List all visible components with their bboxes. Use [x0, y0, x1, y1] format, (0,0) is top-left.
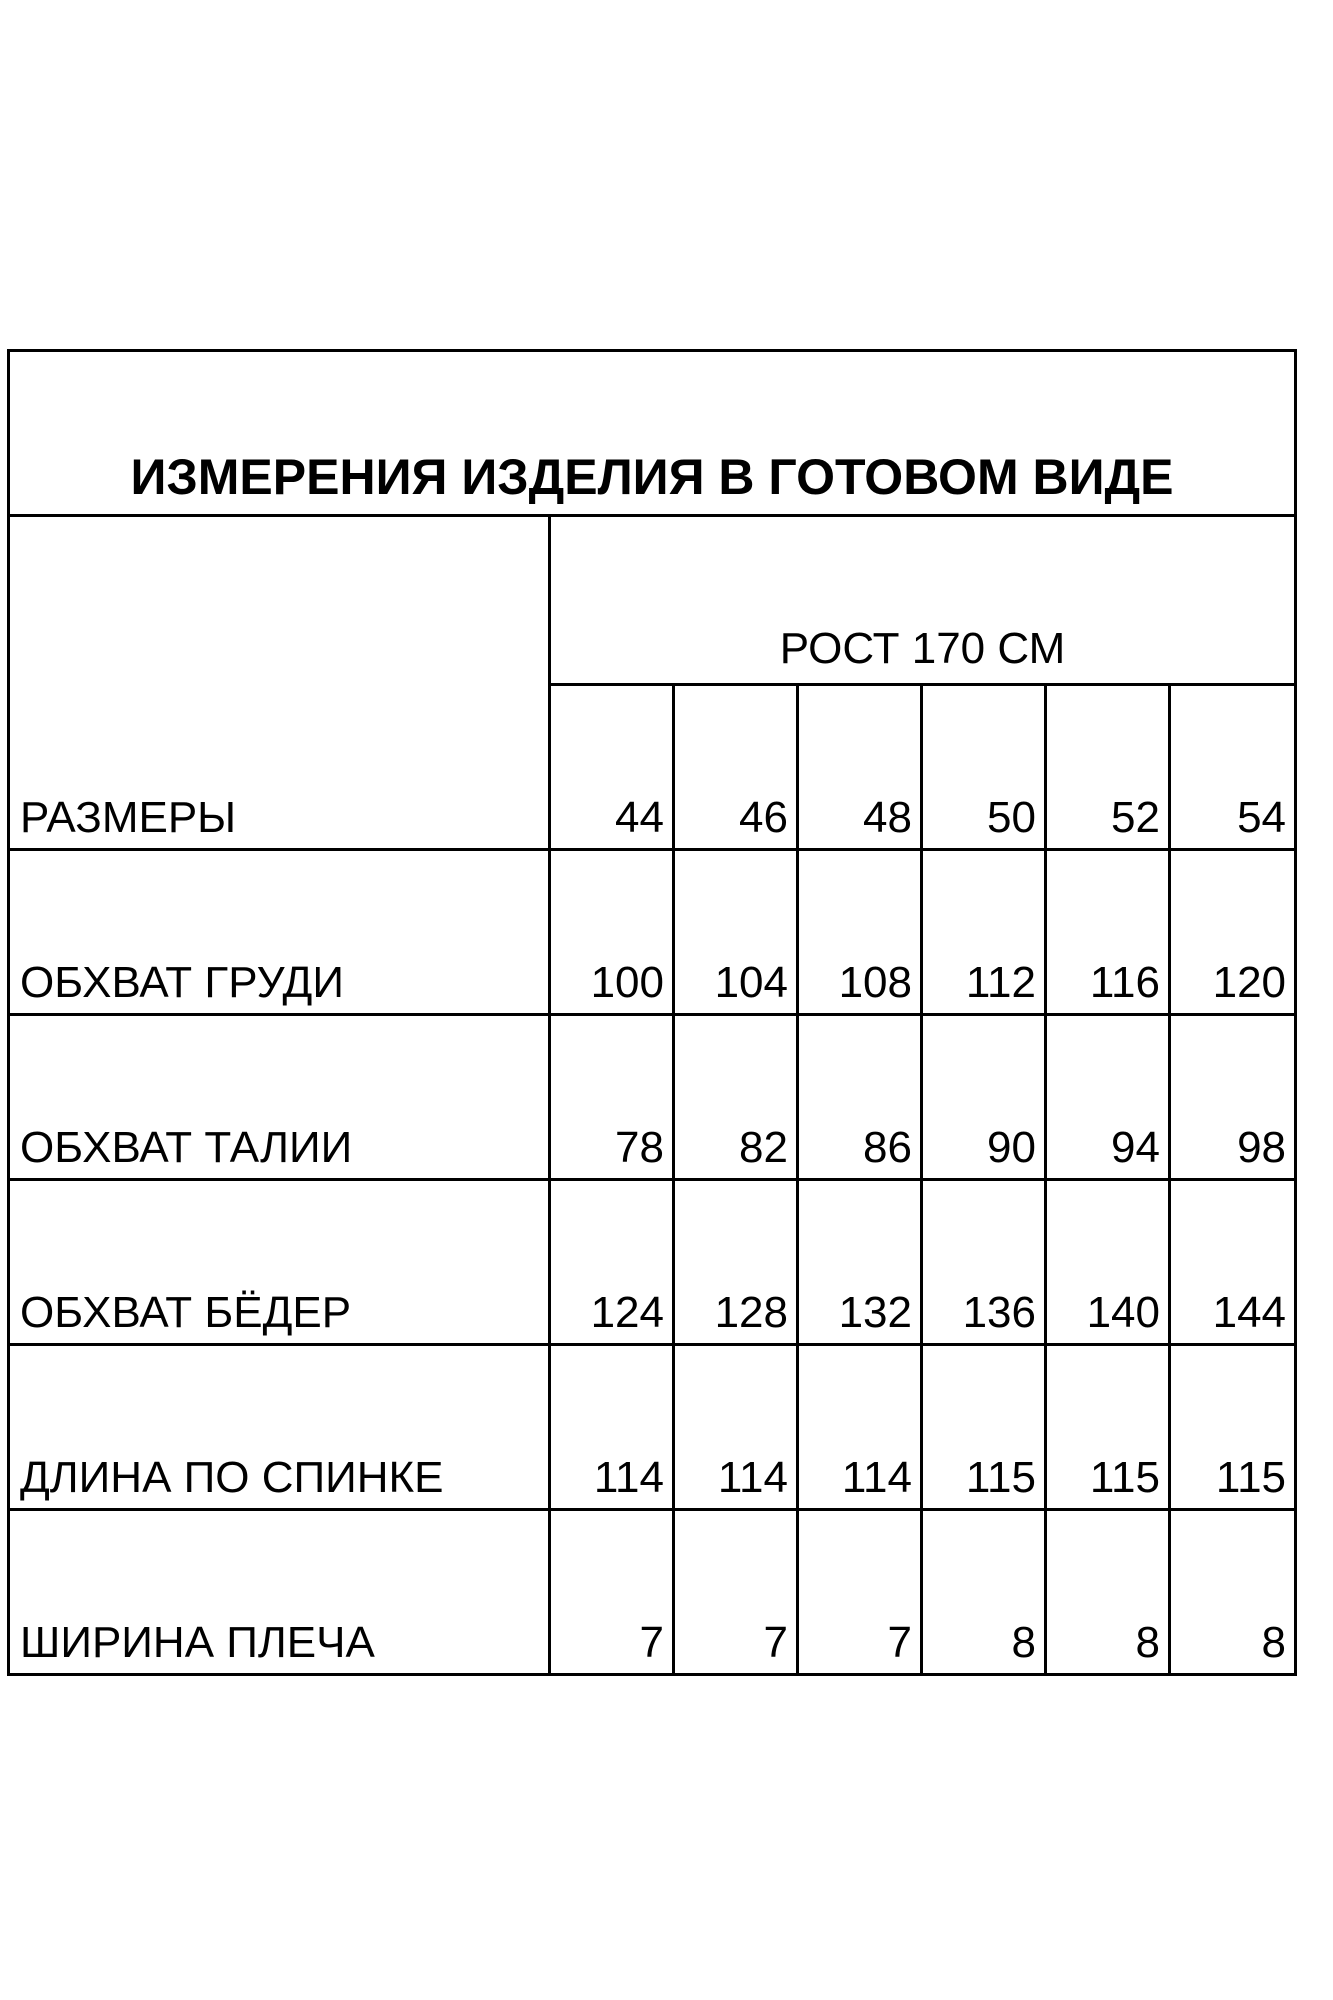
value-cell: 8 [922, 1510, 1046, 1675]
value-cell: 114 [674, 1345, 798, 1510]
size-cell: 44 [550, 685, 674, 850]
sizes-label: РАЗМЕРЫ [9, 516, 550, 850]
value-cell: 114 [550, 1345, 674, 1510]
size-cell: 50 [922, 685, 1046, 850]
size-cell: 48 [798, 685, 922, 850]
value-cell: 120 [1170, 850, 1296, 1015]
size-cell: 54 [1170, 685, 1296, 850]
value-cell: 124 [550, 1180, 674, 1345]
row-label: ШИРИНА ПЛЕЧА [9, 1510, 550, 1675]
value-cell: 115 [922, 1345, 1046, 1510]
table-title: ИЗМЕРЕНИЯ ИЗДЕЛИЯ В ГОТОВОМ ВИДЕ [9, 351, 1296, 516]
value-cell: 8 [1046, 1510, 1170, 1675]
row-label: ОБХВАТ ГРУДИ [9, 850, 550, 1015]
value-cell: 86 [798, 1015, 922, 1180]
value-cell: 7 [798, 1510, 922, 1675]
value-cell: 7 [550, 1510, 674, 1675]
value-cell: 136 [922, 1180, 1046, 1345]
value-cell: 104 [674, 850, 798, 1015]
value-cell: 78 [550, 1015, 674, 1180]
value-cell: 116 [1046, 850, 1170, 1015]
value-cell: 115 [1170, 1345, 1296, 1510]
measurements-table [7, 349, 1297, 1676]
value-cell: 8 [1170, 1510, 1296, 1675]
value-cell: 82 [674, 1015, 798, 1180]
row-label: ДЛИНА ПО СПИНКЕ [9, 1345, 550, 1510]
size-cell: 52 [1046, 685, 1170, 850]
value-cell: 114 [798, 1345, 922, 1510]
table-row [9, 850, 1296, 1015]
value-cell: 140 [1046, 1180, 1170, 1345]
value-cell: 112 [922, 850, 1046, 1015]
table-row [9, 1015, 1296, 1180]
size-cell: 46 [674, 685, 798, 850]
value-cell: 128 [674, 1180, 798, 1345]
height-row [9, 516, 1296, 685]
value-cell: 108 [798, 850, 922, 1015]
table-row [9, 1345, 1296, 1510]
row-label: ОБХВАТ ТАЛИИ [9, 1015, 550, 1180]
value-cell: 144 [1170, 1180, 1296, 1345]
table-row [9, 1510, 1296, 1675]
value-cell: 100 [550, 850, 674, 1015]
value-cell: 98 [1170, 1015, 1296, 1180]
height-label: РОСТ 170 СМ [550, 516, 1296, 685]
row-label: ОБХВАТ БЁДЕР [9, 1180, 550, 1345]
value-cell: 90 [922, 1015, 1046, 1180]
value-cell: 7 [674, 1510, 798, 1675]
value-cell: 115 [1046, 1345, 1170, 1510]
table-row [9, 1180, 1296, 1345]
title-row [9, 351, 1296, 516]
value-cell: 94 [1046, 1015, 1170, 1180]
value-cell: 132 [798, 1180, 922, 1345]
